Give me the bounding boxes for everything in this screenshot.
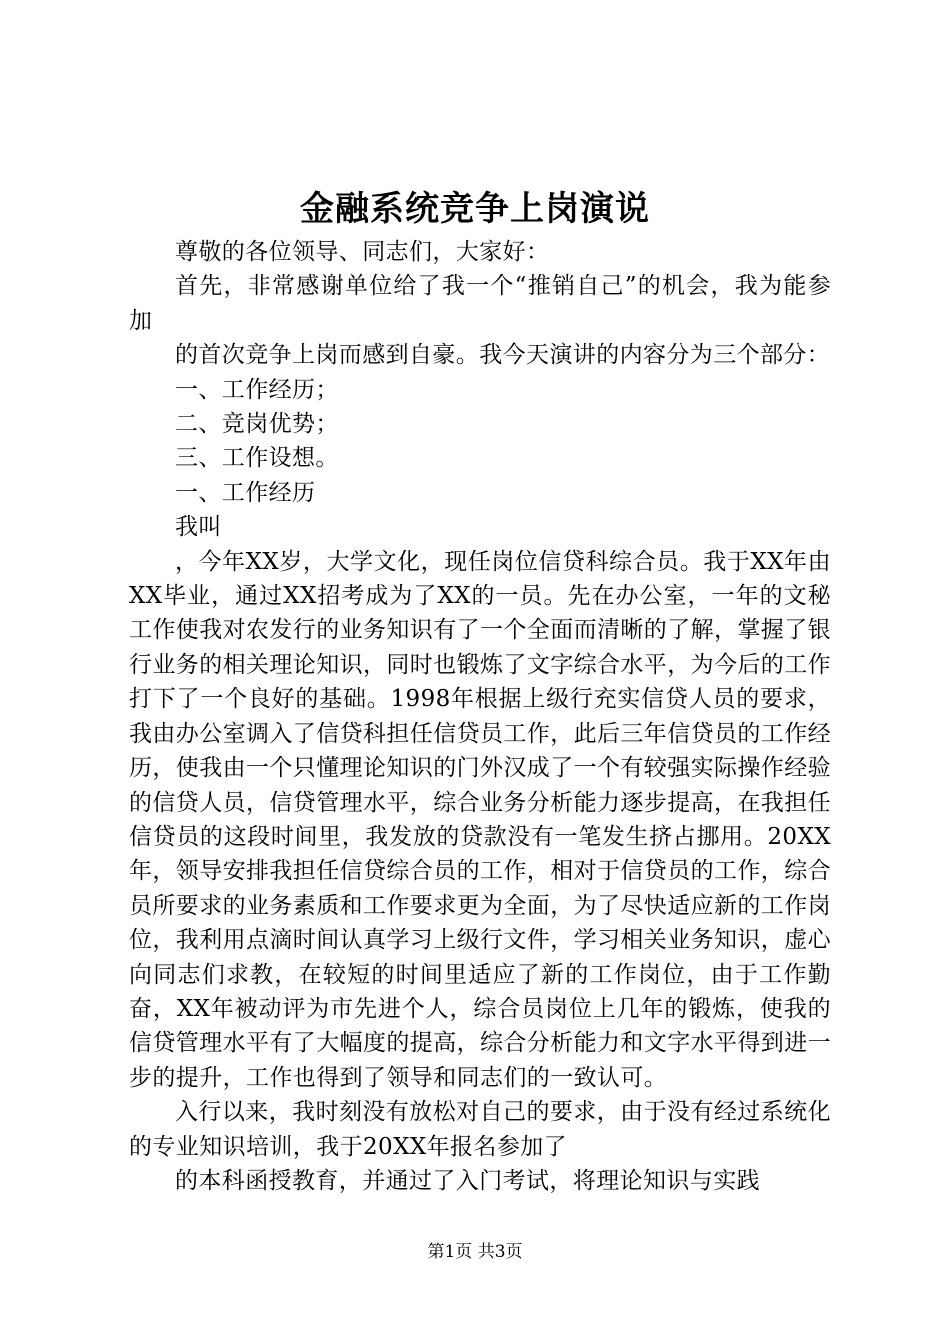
document-title: 金融系统竞争上岗演说 [300, 189, 650, 229]
paragraph-study-continued: 的本科函授教育，并通过了入门考试，将理论知识与实践 [175, 1167, 760, 1194]
paragraph-greeting: 尊敬的各位领导、同志们，大家好： [175, 239, 550, 265]
outline-item-2: 二、竞岗优势； [175, 411, 339, 438]
paragraph-name-intro: 我叫 [175, 514, 222, 541]
section-heading-work-experience: 一、工作经历 [175, 479, 316, 506]
page-number-footer: 第1页 共3页 [427, 1242, 523, 1262]
outline-item-1: 一、工作经历； [175, 376, 339, 403]
paragraph-work-history: ，今年XX岁，大学文化，现任岗位信贷科综合员。我于XX年由XX毕业，通过XX招考成为了XX的一员。先在办公室，一年的文秘工作使我对农发行的业务知识有了一个全面而清晰的了解，掌握了银行业务的相关理论知识，同时也锻炼了文字综合水平，为今后的工作打下了一个良好的基础。1998年根据上级行充实信贷人员的要求，我由办公室调入了信贷科担任信贷员工作，此后三年信贷员的工作经历，使我由一个只懂理论知识的门外汉成了一个有较强实际操作经验的信贷人员，信贷管理水平，综合业务分析能力逐步提高，在我担任信贷员的这段时间里，我发放的贷款没有一笔发生挤占挪用。20XX年，领导安排我担任信贷综合员的工作，相对于信贷员的工作，综合员所要求的业务素质和工作要求更为全面，为了尽快适应新的工作岗位，我利用点滴时间认真学习上级行文件，学习相关业务知识，虚心向同志们求教，在较短的时间里适应了新的工作岗位，由于工作勤奋，XX年被动评为市先进个人，综合员岗位上几年的锻炼，使我的信贷管理水平有了大幅度的提高，综合分析能力和文字水平得到进一步的提升，工作也得到了领导和同志们的一致认可。 [129, 548, 831, 1091]
document-body [129, 235, 831, 1198]
paragraph-opening: 首先，非常感谢单位给了我一个“推销自己”的机会，我为能参加 [129, 273, 831, 334]
paragraph-outline-intro: 的首次竞争上岗而感到自豪。我今天演讲的内容分为三个部分： [175, 342, 831, 369]
outline-item-3: 三、工作设想。 [175, 445, 339, 472]
paragraph-study: 入行以来，我时刻没有放松对自己的要求，由于没有经过系统化的专业知识培训，我于20XX年报名参加了 [129, 1099, 831, 1160]
